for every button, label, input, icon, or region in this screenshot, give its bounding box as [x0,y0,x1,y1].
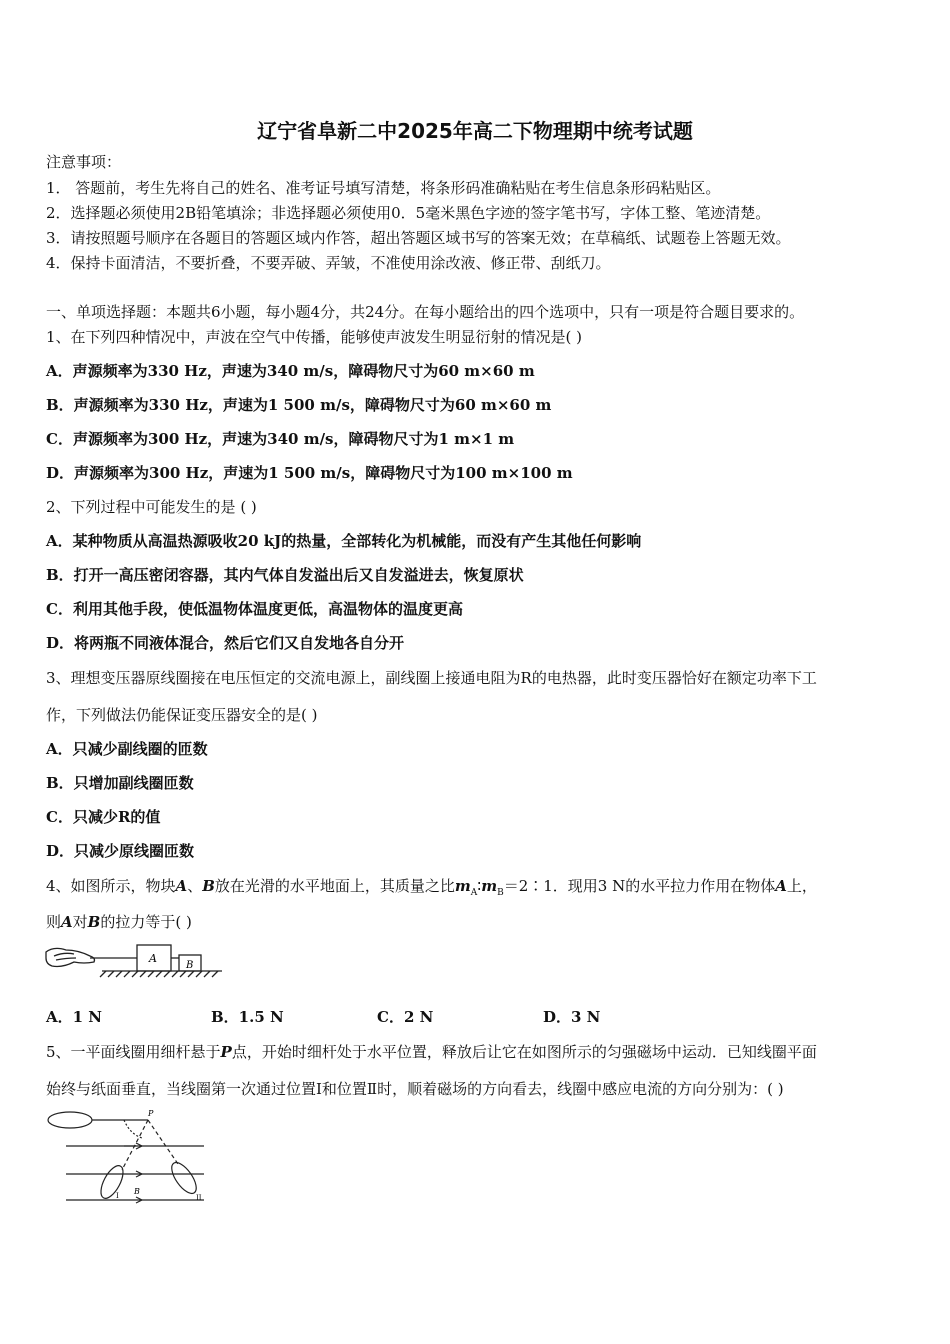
question-3-stem-cont: 作，下列做法仍能保证变压器安全的是( ) [46,706,318,724]
q4-option-c: C．2 N [377,1008,434,1026]
q3-option-d: D．只减少原线圈匝数 [46,842,195,860]
notice-item: 1． 答题前，考生先将自己的姓名、准考证号填写清楚，将条形码准确粘贴在考生信息条形码粘贴区。 [46,179,721,197]
question-2-stem: 2、下列过程中可能发生的是 ( ) [46,498,257,516]
q2-option-d: D．将两瓶不同液体混合，然后它们又自发地各自分开 [46,634,405,652]
question-4-stem-cont: 则A对B的拉力等于( ) [46,913,192,931]
q2-option-c: C．利用其他手段，使低温物体温度更低，高温物体的温度更高 [46,600,463,618]
fig-label-i: I [116,1192,119,1200]
section-heading: 一、单项选择题：本题共6小题，每小题4分，共24分。在每小题给出的四个选项中，只有一项是符合题目要求的。 [46,303,805,321]
q1-option-c: C．声源频率为300 Hz，声速为340 m/s，障碍物尺寸为1 m×1 m [46,430,515,448]
notice-item: 3．请按照题号顺序在各题目的答题区域内作答，超出答题区域书写的答案无效；在草稿纸、试题卷上答题无效。 [46,229,791,247]
q1-option-d: D．声源频率为300 Hz，声速为1 500 m/s，障碍物尺寸为100 m×100 m [46,464,573,482]
fig-label-b: B [186,960,194,971]
q4-option-a: A．1 N [46,1008,103,1026]
q3-option-b: B．只增加副线圈匝数 [46,774,194,792]
question-4-stem: 4、如图所示，物块A、B放在光滑的水平地面上，其质量之比$m_A∶m_B=2∶1$．现用3 N的水平拉力作用在物体A上， [46,877,817,898]
q1-option-a: A．声源频率为330 Hz，声速为340 m/s，障碍物尺寸为60 m×60 m [46,362,535,380]
q2-option-a: A．某种物质从高温热源吸收20 kJ的热量，全部转化为机械能，而没有产生其他任何影响 [46,532,642,550]
question-3-stem: 3、理想变压器原线圈接在电压恒定的交流电源上，副线圈上接通电阻为R的电热器，此时变压器恰好在额定功率下工 [46,669,817,687]
q3-option-a: A．只减少副线圈的匝数 [46,740,208,758]
fig-label-a: A [149,952,157,965]
fig-label-p: P [148,1109,154,1118]
q2-option-b: B．打开一高压密闭容器，其内气体自发溢出后又自发溢进去，恢复原状 [46,566,524,584]
question-1-stem: 1、在下列四种情况中，声波在空气中传播，能够使声波发生明显衍射的情况是( ) [46,328,583,346]
q4-option-b: B．1.5 N [211,1008,284,1026]
notice-item: 4．保持卡面清洁，不要折叠，不要弄破、弄皱，不准使用涂改液、修正带、刮纸刀。 [46,254,611,272]
notice-item: 2．选择题必须使用2B铅笔填涂；非选择题必须使用0．5毫米黑色字迹的签字笔书写，字体工整、笔迹清楚。 [46,204,771,222]
fig-label-ii: II [196,1194,202,1202]
notice-heading: 注意事项： [46,153,122,171]
q4-option-d: D．3 N [543,1008,601,1026]
q3-option-c: C．只减少R的值 [46,808,161,826]
fig-label-b: B [134,1187,140,1196]
q4-figure [44,938,224,988]
question-5-stem-cont: 始终与纸面垂直，当线圈第一次通过位置Ⅰ和位置Ⅱ时，顺着磁场的方向看去，线圈中感应电流的方向分别为：( ) [46,1080,784,1098]
question-5-stem: 5、一平面线圈用细杆悬于P点，开始时细杆处于水平位置，释放后让它在如图所示的匀强磁场中运动．已知线圈平面 [46,1043,817,1061]
q5-figure [44,1106,214,1206]
page-title: 辽宁省阜新二中2025年高二下物理期中统考试题 [257,119,693,143]
q1-option-b: B．声源频率为330 Hz，声速为1 500 m/s，障碍物尺寸为60 m×60 m [46,396,552,414]
